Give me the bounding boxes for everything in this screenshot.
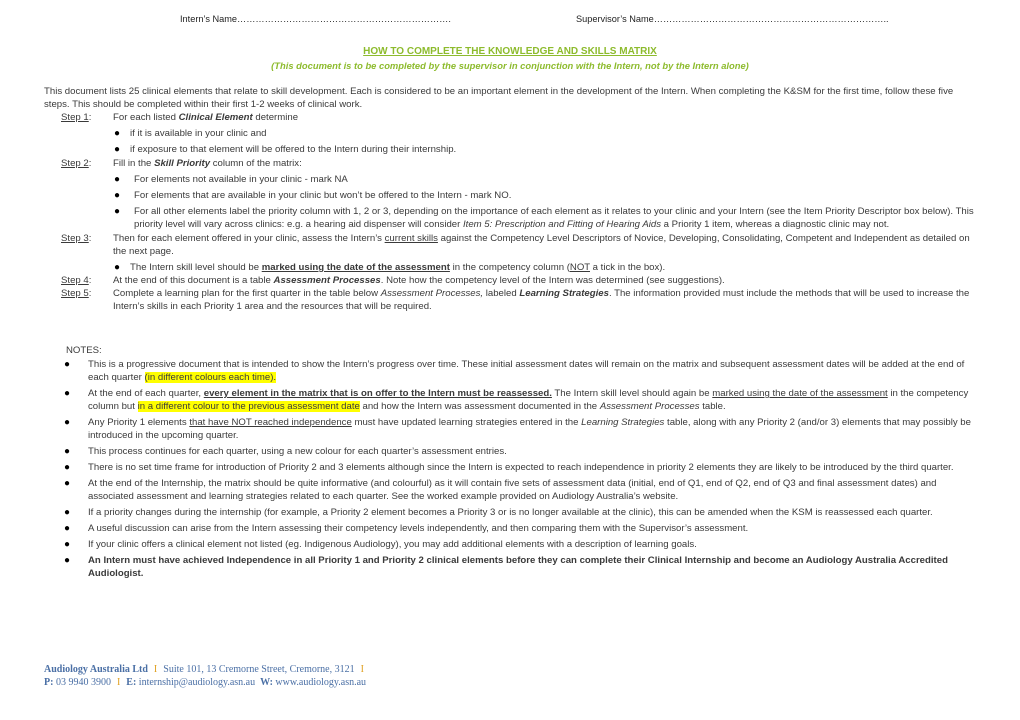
step-2-bullet-2: ● For elements that are available in your clinic but won’t be offered to the Intern - mark NO. [114,190,512,201]
step-4: Step 4: At the end of this document is a table Assessment Processes. Note how the competency level of the Intern was determined (see suggestions). [61,275,725,286]
step-4-label: Step 4: [61,275,92,286]
footer [44,663,370,689]
note-4: ● This process continues for each quarter, using a new colour for each quarter’s assessment entries. [64,446,507,457]
supervisor-name-field: Supervisor’s Name………………………………………………………………….. [576,14,889,24]
document-title: HOW TO COMPLETE THE KNOWLEDGE AND SKILLS MATRIX [363,46,657,57]
step-5-label: Step 5: [61,288,92,299]
document-subtitle: (This document is to be completed by the supervisor in conjunction with the Intern, not by the Intern alone) [271,60,749,71]
intern-name-field: Intern’s Name……………………………………………………………. [180,14,451,24]
footer-web-link[interactable]: www.audiology.asn.au [275,677,367,688]
note-9: ● If your clinic offers a clinical element not listed (eg. Indigenous Audiology), you may add additional elements with a description of learning goals. [64,539,697,550]
step-3: Step 3: Then for each element offered in your clinic, assess the Intern’s current skills against the Competency Level Descriptors of Novice, Developing, Consolidating, Competent and Independent as detailed on the next page. [61,233,970,257]
note-10: ● An Intern must have achieved Independence in all Priority 1 and Priority 2 clinical elements before they can complete their Clinical Internship and become an Audiology Australia Accredited Audiologist. [64,555,948,579]
step-2-bullet-3: ● For all other elements label the priority column with 1, 2 or 3, depending on the importance of each element as it relates to your clinic and your Intern (see the Item Priority Descriptor box below). This priority level will vary across clinics: e.g. a hearing aid dispenser will consider Item 5: Prescription and Fitting of Hearing Aids a Priority 1 item, whereas a diagnostic clinic may not. [114,206,974,230]
footer-phone: 03 9940 3900 [55,677,111,688]
step-2: Step 2: Fill in the Skill Priority column of the matrix: [61,158,302,169]
footer-line-1: Audiology Australia Ltd I Suite 101, 13 Cremorne Street, Cremorne, 3121 I [44,664,364,675]
intro-paragraph: This document lists 25 clinical elements that relate to skill development. Each is considered to be an important element in the development of the Intern. When completing the K&SM for the first time, follow these five steps. This should be completed within their first 1-2 weeks of clinical work. [44,86,954,110]
step-1-text: For each listed [113,112,179,123]
note-1: ● This is a progressive document that is intended to show the Intern’s progress over time. These initial assessment dates will remain on the matrix and subsequent assessment dates will be added at the end of each quarter (in different colours each time). [64,359,965,383]
step-1-text-end: determine [252,112,299,123]
step-3-bullet-1: ● The Intern skill level should be marked using the date of the assessment in the competency column (NOT a tick in the box). [114,262,666,273]
step-1-bullet-1: ● if it is available in your clinic and [114,128,267,139]
step-1 [44,111,979,124]
notes-heading: NOTES: [66,345,102,356]
step-3-label: Step 3: [61,233,92,244]
step-1-emphasis: Clinical Element [178,112,253,123]
note-7: ● If a priority changes during the internship (for example, a Priority 2 element becomes a Priority 3 or is no longer available at the clinic), this can be amended when the KSM is reassessed each quarter. [64,507,933,518]
step-2-bullet-1: ● For elements not available in your clinic - mark NA [114,174,348,185]
step-1-label: Step 1: [61,112,92,123]
step-1-bullet-2: ● if exposure to that element will be offered to the Intern during their internship. [114,144,457,155]
footer-address: Suite 101, 13 Cremorne Street, Cremorne, 3121 [163,664,355,675]
footer-org-name: Audiology Australia Ltd [44,664,148,675]
note-8: ● A useful discussion can arise from the Intern assessing their competency levels independently, and then comparing them with the Supervisor’s assessment. [64,523,749,534]
notes-list [44,358,979,583]
note-3: ● Any Priority 1 elements that have NOT reached independence must have updated learning strategies entered in the Learning Strategies table, along with any Priority 2 (and/or 3) elements that may possibly be introduced in the upcoming quarter. [64,417,971,441]
steps-section [44,111,979,313]
footer-line-2: P: 03 9940 3900 I E: internship@audiology.asn.au W: www.audiology.asn.au [44,677,367,688]
step-2-label: Step 2: [61,158,92,169]
note-2: ● At the end of each quarter, every element in the matrix that is on offer to the Intern must be reassessed. The Intern skill level should again be marked using the date of the assessment in the competency column but in a different colour to the previous assessment date and how the Intern was assessment documented in the Assessment Processes table. [64,388,969,412]
note-5: ● There is no set time frame for introduction of Priority 2 and 3 elements although since the Intern is expected to reach independence in priority 2 elements they are likely to be introduced by the third quarter. [64,462,954,473]
step-5: Step 5: Complete a learning plan for the first quarter in the table below Assessment Processes, labeled Learning Strategies. The information provided must include the methods that will be used to increase the Intern’s skills in each Priority 1 area and the resources that will be required. [61,288,970,312]
footer-email-link[interactable]: internship@audiology.asn.au [138,677,256,688]
note-6: ● At the end of the Internship, the matrix should be quite informative (and colourful) as it will contain five sets of assessment data (initial, end of Q1, end of Q2, end of Q3 and final assessment dates) and associated assessment and learning strategies related to each quarter. See the worked example provided on Audiology Australia’s website. [64,478,937,502]
